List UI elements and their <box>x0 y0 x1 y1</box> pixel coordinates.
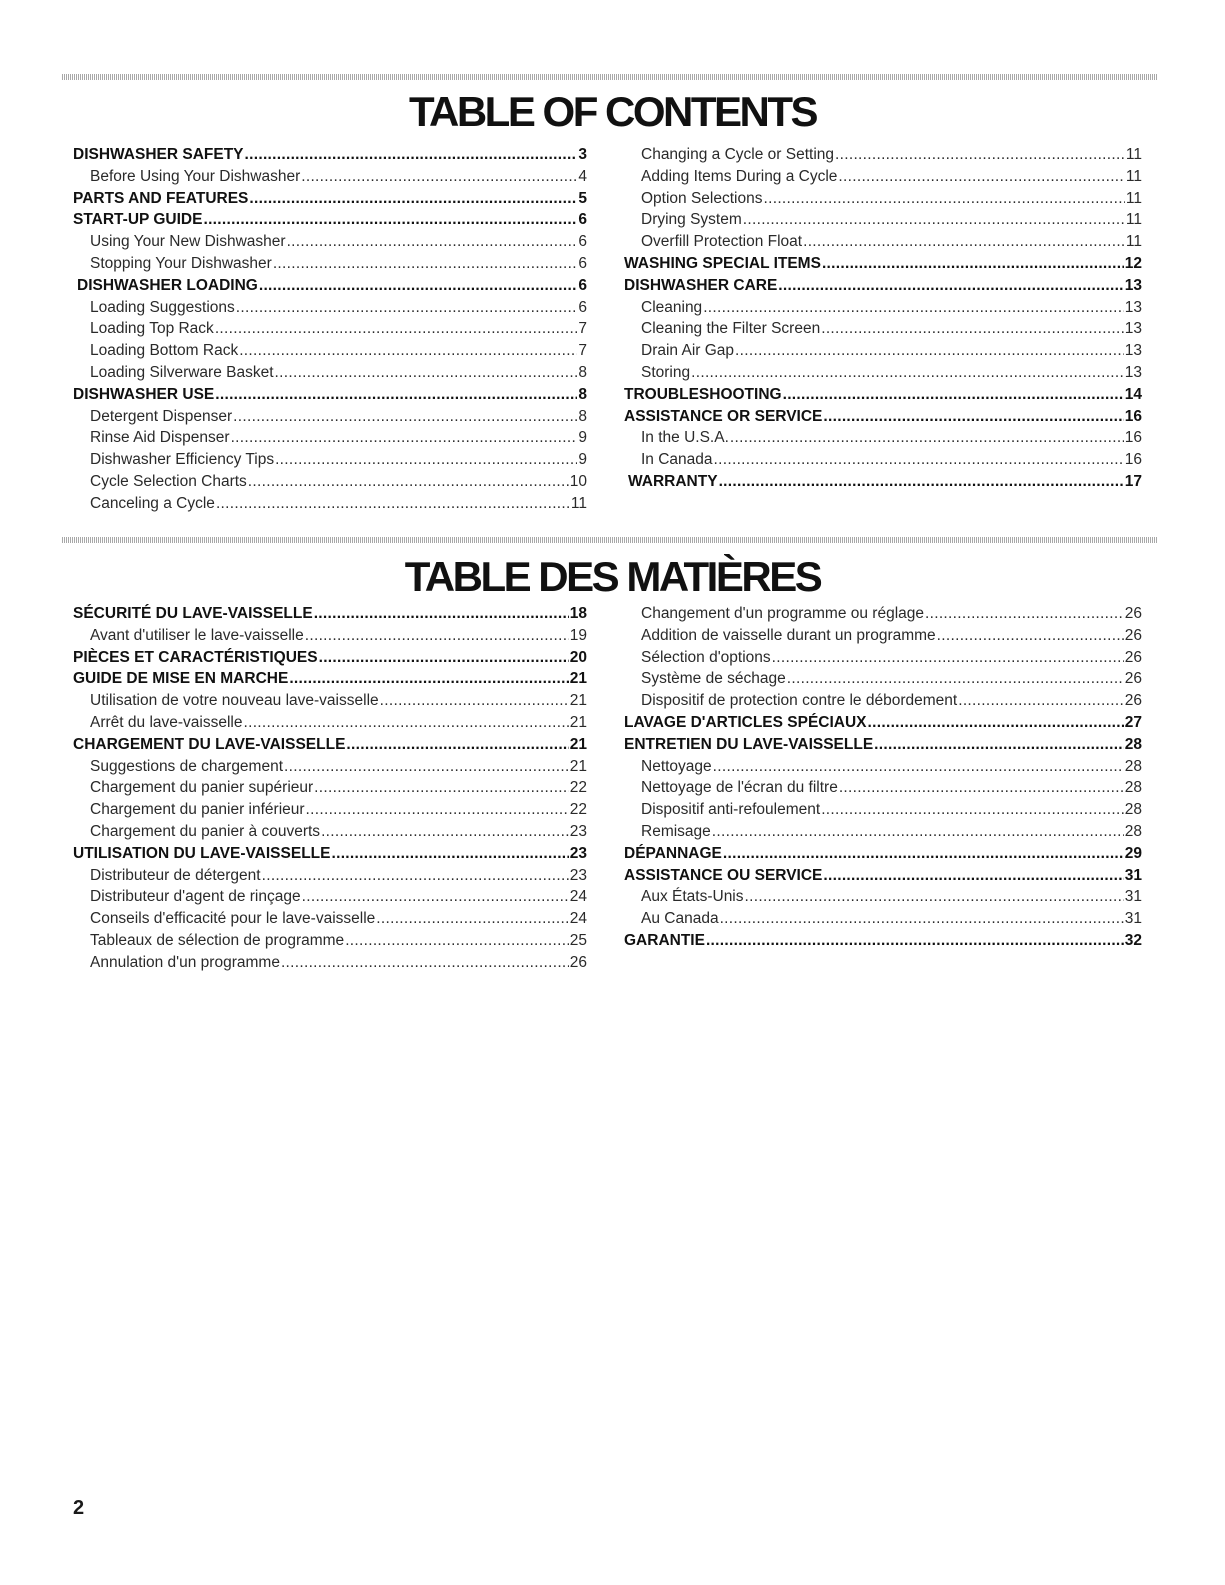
toc-entry-page: 11 <box>1125 167 1142 185</box>
toc-entry-label: WARRANTY <box>628 472 718 490</box>
toc-entry-page: 24 <box>569 888 587 906</box>
toc-entry-page: 11 <box>570 494 587 512</box>
toc-subsection-entry <box>73 779 587 801</box>
dot-leader <box>306 801 569 819</box>
toc-section-entry <box>624 736 1142 758</box>
dot-leader <box>245 146 578 164</box>
toc-subsection-entry <box>73 495 587 517</box>
dot-leader <box>803 233 1125 251</box>
dot-leader <box>215 386 577 404</box>
dot-leader <box>345 932 569 950</box>
toc-entry-page: 13 <box>1124 363 1142 381</box>
toc-entry-label: Changing a Cycle or Setting <box>641 146 835 163</box>
toc-section-entry <box>624 714 1142 736</box>
toc-subsection-entry <box>624 146 1142 168</box>
toc-entry-page: 14 <box>1124 385 1142 403</box>
toc-subsection-entry <box>73 342 587 364</box>
toc-entry-page: 6 <box>578 254 587 272</box>
dot-leader <box>823 867 1123 885</box>
toc-section-entry <box>73 605 587 627</box>
toc-entry-page: 24 <box>569 910 587 928</box>
toc-entry-page: 10 <box>569 472 587 490</box>
dot-leader <box>243 714 568 732</box>
toc-entry-page: 4 <box>578 167 587 185</box>
toc-entry-label: CHARGEMENT DU LAVE-VAISSELLE <box>73 735 346 753</box>
dot-leader <box>706 932 1124 950</box>
dot-leader <box>838 168 1124 186</box>
toc-entry-page: 19 <box>569 626 587 644</box>
toc-entry-label: ENTRETIEN DU LAVE-VAISSELLE <box>624 735 874 753</box>
toc-section-entry <box>73 670 587 692</box>
toc-entry-page: 28 <box>1124 735 1142 753</box>
dot-leader <box>772 649 1124 667</box>
toc-entry-page: 21 <box>569 670 587 688</box>
dot-leader <box>714 451 1124 469</box>
toc-entry-label: GUIDE DE MISE EN MARCHE <box>73 670 289 688</box>
dot-leader <box>925 605 1124 623</box>
toc-entry-label: Overfill Protection Float <box>641 233 803 251</box>
toc-subsection-entry <box>73 823 587 845</box>
toc-entry-label: Using Your New Dishwasher <box>90 233 286 251</box>
toc-entry-label: Système de séchage <box>641 670 786 688</box>
dot-leader <box>745 888 1124 906</box>
page-number: 2 <box>73 1497 85 1519</box>
dot-leader <box>958 692 1124 710</box>
toc-subsection-entry <box>73 299 587 321</box>
toc-fr-left-column <box>73 605 587 976</box>
toc-entry-page: 12 <box>1124 254 1142 272</box>
toc-entry-page: 8 <box>578 407 587 425</box>
toc-subsection-entry <box>73 954 587 976</box>
dot-leader <box>874 736 1124 754</box>
dot-leader <box>720 910 1124 928</box>
toc-entry-page: 25 <box>569 931 587 949</box>
dot-leader <box>730 429 1124 447</box>
toc-entry-label: Remisage <box>641 822 711 840</box>
dot-leader <box>835 146 1125 164</box>
toc-entry-page: 5 <box>578 189 587 207</box>
toc-entry-label: Chargement du panier inférieur <box>90 801 305 819</box>
toc-entry-page: 7 <box>578 320 587 338</box>
dot-leader <box>331 845 568 863</box>
toc-subsection-entry <box>624 299 1142 321</box>
toc-entry-page: 16 <box>1124 429 1142 447</box>
toc-entry-page: 13 <box>1124 320 1142 338</box>
dot-leader <box>778 277 1123 295</box>
toc-entry-label: Rinse Aid Dispenser <box>90 429 230 447</box>
toc-entry-label: Dishwasher Efficiency Tips <box>90 451 275 469</box>
toc-entry-label: Dispositif de protection contre le débordement <box>641 692 958 710</box>
toc-entry-label: UTILISATION DU LAVE-VAISSELLE <box>73 844 331 862</box>
toc-section-entry <box>73 277 587 299</box>
toc-entry-page: 8 <box>578 363 587 381</box>
dot-leader <box>937 627 1124 645</box>
toc-entry-page: 23 <box>569 822 587 840</box>
toc-entry-page: 9 <box>578 429 587 447</box>
toc-entry-label: Adding Items During a Cycle <box>641 167 838 185</box>
toc-entry-page: 21 <box>569 735 587 753</box>
toc-entry-page: 27 <box>1124 713 1142 731</box>
toc-subsection-entry <box>73 429 587 451</box>
dot-leader <box>301 168 577 186</box>
dot-leader <box>713 758 1124 776</box>
dot-leader <box>346 736 568 754</box>
toc-subsection-entry <box>624 888 1142 910</box>
toc-entry-label: Storing <box>641 363 691 381</box>
toc-subsection-entry <box>73 168 587 190</box>
toc-subsection-entry <box>624 168 1142 190</box>
toc-entry-page: 21 <box>569 713 587 731</box>
toc-entry-page: 26 <box>569 953 587 971</box>
toc-entry-label: Before Using Your Dishwasher <box>90 167 301 185</box>
toc-section-entry <box>73 190 587 212</box>
toc-fr-right-column <box>624 605 1142 954</box>
toc-subsection-entry <box>624 320 1142 342</box>
toc-entry-label: Drying System <box>641 211 742 229</box>
toc-entry-page: 6 <box>578 233 587 251</box>
toc-entry-page: 31 <box>1124 866 1142 884</box>
toc-section-entry <box>624 932 1142 954</box>
toc-entry-page: 26 <box>1124 648 1142 666</box>
toc-subsection-entry <box>73 233 587 255</box>
toc-entry-label: DÉPANNAGE <box>624 844 722 862</box>
toc-en-right-column <box>624 146 1142 495</box>
toc-entry-page: 6 <box>578 298 587 316</box>
dot-leader <box>281 954 569 972</box>
toc-entry-page: 7 <box>578 342 587 360</box>
toc-subsection-entry <box>624 627 1142 649</box>
middle-dotted-divider <box>62 537 1158 543</box>
toc-entry-page: 13 <box>1124 276 1142 294</box>
toc-entry-page: 13 <box>1124 342 1142 360</box>
toc-entry-page: 6 <box>578 211 587 229</box>
dot-leader <box>783 386 1124 404</box>
dot-leader <box>821 320 1124 338</box>
dot-leader <box>868 714 1124 732</box>
toc-subsection-entry <box>73 932 587 954</box>
toc-entry-page: 11 <box>1125 189 1142 207</box>
dot-leader <box>236 299 578 317</box>
toc-subsection-entry <box>624 649 1142 671</box>
toc-entry-page: 29 <box>1124 844 1142 862</box>
toc-entry-page: 23 <box>569 866 587 884</box>
toc-entry-label: Aux États-Unis <box>641 888 744 906</box>
toc-entry-label: Nettoyage <box>641 757 712 775</box>
toc-section-entry <box>73 845 587 867</box>
toc-subsection-entry <box>73 888 587 910</box>
title-table-of-contents: TABLE OF CONTENTS <box>408 88 817 135</box>
toc-entry-page: 28 <box>1124 801 1142 819</box>
toc-entry-label: PIÈCES ET CARACTÉRISTIQUES <box>73 648 318 666</box>
toc-entry-label: In the U.S.A. <box>641 429 729 447</box>
toc-section-entry <box>624 255 1142 277</box>
toc-section-entry <box>624 473 1142 495</box>
dot-leader <box>248 473 569 491</box>
toc-subsection-entry <box>624 692 1142 714</box>
toc-subsection-entry <box>624 779 1142 801</box>
dot-leader <box>284 758 569 776</box>
toc-subsection-entry <box>73 255 587 277</box>
title-table-des-matieres: TABLE DES MATIÈRES <box>404 553 821 600</box>
top-dotted-divider <box>62 74 1158 80</box>
dot-leader <box>691 364 1124 382</box>
toc-subsection-entry <box>624 342 1142 364</box>
toc-section-entry <box>624 845 1142 867</box>
toc-subsection-entry <box>73 714 587 736</box>
toc-entry-label: Stopping Your Dishwasher <box>90 254 272 272</box>
toc-entry-label: Loading Bottom Rack <box>90 342 239 360</box>
toc-subsection-entry <box>624 801 1142 823</box>
dot-leader <box>822 255 1124 273</box>
dot-leader <box>273 255 578 273</box>
toc-entry-page: 26 <box>1124 670 1142 688</box>
toc-subsection-entry <box>624 670 1142 692</box>
toc-entry-page: 28 <box>1124 757 1142 775</box>
toc-entry-label: Distributeur de détergent <box>90 866 261 884</box>
dot-leader <box>839 779 1124 797</box>
dot-leader <box>239 342 577 360</box>
toc-entry-label: Distributeur d'agent de rinçage <box>90 888 301 906</box>
dot-leader <box>376 910 568 928</box>
toc-entry-label: Cleaning the Filter Screen <box>641 320 821 338</box>
toc-entry-page: 3 <box>578 146 587 163</box>
toc-entry-label: DISHWASHER SAFETY <box>73 146 244 163</box>
toc-entry-page: 20 <box>569 648 587 666</box>
toc-section-entry <box>73 386 587 408</box>
dot-leader <box>735 342 1124 360</box>
dot-leader <box>302 888 569 906</box>
toc-entry-label: Conseils d'efficacité pour le lave-vaisselle <box>90 910 376 928</box>
toc-entry-page: 18 <box>569 605 587 622</box>
toc-entry-label: Loading Top Rack <box>90 320 214 338</box>
dot-leader <box>275 364 578 382</box>
toc-entry-label: Chargement du panier à couverts <box>90 822 321 840</box>
toc-subsection-entry <box>624 364 1142 386</box>
dot-leader <box>262 867 569 885</box>
toc-entry-page: 21 <box>569 757 587 775</box>
toc-section-entry <box>624 386 1142 408</box>
dot-leader <box>712 823 1124 841</box>
toc-subsection-entry <box>624 190 1142 212</box>
dot-leader <box>743 211 1125 229</box>
toc-subsection-entry <box>624 451 1142 473</box>
dot-leader <box>314 605 569 623</box>
toc-section-entry <box>73 736 587 758</box>
toc-entry-label: Cycle Selection Charts <box>90 472 247 490</box>
toc-subsection-entry <box>73 867 587 889</box>
toc-entry-page: 17 <box>1124 472 1142 490</box>
toc-subsection-entry <box>624 823 1142 845</box>
toc-subsection-entry <box>73 320 587 342</box>
toc-entry-label: DISHWASHER CARE <box>624 276 778 294</box>
toc-entry-label: Canceling a Cycle <box>90 494 215 512</box>
toc-section-entry <box>624 277 1142 299</box>
toc-entry-page: 23 <box>569 844 587 862</box>
toc-entry-label: Arrêt du lave-vaisselle <box>90 713 243 731</box>
toc-section-entry <box>624 408 1142 430</box>
toc-entry-page: 31 <box>1124 910 1142 928</box>
toc-entry-label: Dispositif anti-refoulement <box>641 801 821 819</box>
toc-subsection-entry <box>73 627 587 649</box>
toc-entry-label: Chargement du panier supérieur <box>90 779 314 797</box>
toc-entry-label: Changement d'un programme ou réglage <box>641 605 924 622</box>
toc-entry-page: 26 <box>1124 605 1142 622</box>
toc-entry-page: 21 <box>569 692 587 710</box>
toc-entry-label: Option Selections <box>641 189 763 207</box>
toc-section-entry <box>73 211 587 233</box>
dot-leader <box>233 408 577 426</box>
toc-entry-page: 13 <box>1124 298 1142 316</box>
toc-entry-label: Addition de vaisselle durant un programme <box>641 626 936 644</box>
toc-entry-page: 16 <box>1124 451 1142 469</box>
toc-entry-label: Avant d'utiliser le lave-vaisselle <box>90 626 304 644</box>
dot-leader <box>723 845 1124 863</box>
dot-leader <box>321 823 569 841</box>
toc-entry-label: ASSISTANCE OR SERVICE <box>624 407 823 425</box>
toc-entry-label: TROUBLESHOOTING <box>624 385 782 403</box>
dot-leader <box>314 779 569 797</box>
toc-entry-page: 6 <box>578 276 587 294</box>
toc-subsection-entry <box>73 758 587 780</box>
toc-section-entry <box>624 867 1142 889</box>
dot-leader <box>787 670 1124 688</box>
toc-entry-label: Au Canada <box>641 910 719 928</box>
toc-entry-label: Tableaux de sélection de programme <box>90 931 345 949</box>
toc-entry-page: 16 <box>1124 407 1142 425</box>
toc-entry-label: LAVAGE D'ARTICLES SPÉCIAUX <box>624 713 867 731</box>
dot-leader <box>259 277 578 295</box>
toc-entry-label: Sélection d'options <box>641 648 771 666</box>
toc-subsection-entry <box>73 801 587 823</box>
dot-leader <box>275 451 577 469</box>
dot-leader <box>249 190 577 208</box>
dot-leader <box>215 320 578 338</box>
toc-entry-label: DISHWASHER LOADING <box>77 276 258 294</box>
toc-entry-label: Loading Silverware Basket <box>90 363 274 381</box>
dot-leader <box>719 473 1124 491</box>
toc-entry-label: SÉCURITÉ DU LAVE-VAISSELLE <box>73 605 313 622</box>
dot-leader <box>823 408 1123 426</box>
toc-section-entry <box>73 649 587 671</box>
toc-entry-page: 22 <box>569 801 587 819</box>
toc-entry-page: 26 <box>1124 692 1142 710</box>
toc-subsection-entry <box>73 364 587 386</box>
toc-entry-label: Suggestions de chargement <box>90 757 284 775</box>
toc-subsection-entry <box>73 473 587 495</box>
toc-en-left-column <box>73 146 587 517</box>
dot-leader <box>380 692 569 710</box>
toc-entry-label: ASSISTANCE OU SERVICE <box>624 866 823 884</box>
toc-subsection-entry <box>624 605 1142 627</box>
toc-entry-label: In Canada <box>641 451 713 469</box>
toc-entry-page: 11 <box>1125 211 1142 229</box>
dot-leader <box>231 429 578 447</box>
toc-entry-page: 32 <box>1124 931 1142 949</box>
toc-entry-label: DISHWASHER USE <box>73 385 215 403</box>
dot-leader <box>289 670 568 688</box>
dot-leader <box>305 627 569 645</box>
toc-entry-label: Detergent Dispenser <box>90 407 233 425</box>
toc-entry-page: 28 <box>1124 779 1142 797</box>
toc-subsection-entry <box>624 429 1142 451</box>
dot-leader <box>821 801 1124 819</box>
toc-section-entry <box>73 146 587 168</box>
toc-entry-page: 9 <box>578 451 587 469</box>
toc-entry-label: Loading Suggestions <box>90 298 235 316</box>
toc-subsection-entry <box>624 910 1142 932</box>
toc-entry-label: Nettoyage de l'écran du filtre <box>641 779 838 797</box>
toc-entry-label: WASHING SPECIAL ITEMS <box>624 254 821 272</box>
dot-leader <box>764 190 1125 208</box>
toc-subsection-entry <box>73 910 587 932</box>
toc-subsection-entry <box>73 408 587 430</box>
toc-entry-label: Drain Air Gap <box>641 342 735 360</box>
toc-subsection-entry <box>73 692 587 714</box>
dot-leader <box>319 649 569 667</box>
toc-subsection-entry <box>624 233 1142 255</box>
toc-entry-label: Cleaning <box>641 298 703 316</box>
toc-entry-label: Utilisation de votre nouveau lave-vaisselle <box>90 692 379 710</box>
dot-leader <box>203 211 577 229</box>
dot-leader <box>287 233 578 251</box>
toc-entry-page: 8 <box>578 385 587 403</box>
toc-entry-page: 31 <box>1124 888 1142 906</box>
dot-leader <box>216 495 570 513</box>
toc-entry-label: PARTS AND FEATURES <box>73 189 249 207</box>
toc-entry-page: 26 <box>1124 626 1142 644</box>
dot-leader <box>703 299 1124 317</box>
toc-entry-page: 11 <box>1125 233 1142 251</box>
toc-subsection-entry <box>73 451 587 473</box>
toc-entry-label: Annulation d'un programme <box>90 953 280 971</box>
toc-entry-label: GARANTIE <box>624 931 705 949</box>
toc-subsection-entry <box>624 758 1142 780</box>
toc-entry-page: 11 <box>1125 146 1142 163</box>
toc-entry-page: 28 <box>1124 822 1142 840</box>
toc-subsection-entry <box>624 211 1142 233</box>
toc-entry-label: START-UP GUIDE <box>73 211 203 229</box>
toc-entry-page: 22 <box>569 779 587 797</box>
